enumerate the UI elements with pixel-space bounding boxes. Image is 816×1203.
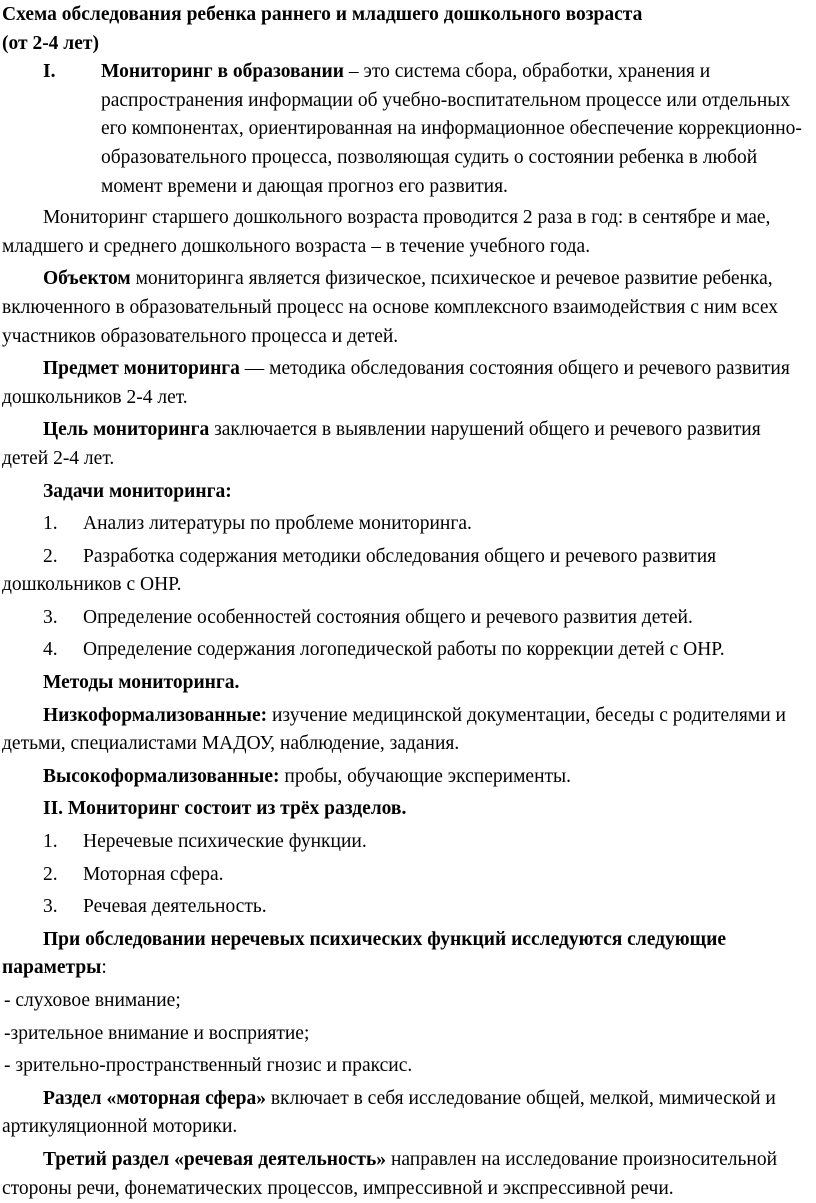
dash-item: - слуховое внимание; xyxy=(4,990,181,1011)
paragraph-speech xyxy=(2,1146,806,1203)
list-item-text: Определение особенностей состояния общего и речевого развития детей. xyxy=(83,606,693,628)
list-item xyxy=(2,543,806,600)
list-item-number: 2. xyxy=(43,863,58,885)
document-title xyxy=(2,0,806,58)
list-item-number: 2. xyxy=(43,545,58,567)
section-1-term: Мониторинг в образовании xyxy=(101,61,344,83)
paragraph-goal xyxy=(2,416,806,473)
methods-heading xyxy=(2,669,806,698)
list-item xyxy=(2,861,806,890)
high-formalized-term: Высокоформализованные: xyxy=(43,765,280,787)
section-1-definition-text: – это система сбора, обработки, хранения и распространения информации об учебно-воспитательном процессе или отдельных его компонентах, ориентированная на информационное обеспечение коррекционно-образовательного процесса, позволяющая судить о состоянии ребенка в любой момент времени и дающая прогноз его развития. xyxy=(101,61,802,197)
dash-item: -зрительное внимание и восприятие; xyxy=(4,1022,310,1044)
title-line-2: (от 2-4 лет) xyxy=(2,32,99,54)
motor-term: Раздел «моторная сфера» xyxy=(43,1087,266,1109)
list-item xyxy=(2,510,806,539)
list-item xyxy=(2,893,806,922)
list-item-text: Разработка содержания методики обследования общего и речевого развития дошкольников с ОНР. xyxy=(2,545,717,596)
nonspeech-colon: : xyxy=(101,957,107,979)
section-2-heading-text: II. Мониторинг состоит из трёх разделов. xyxy=(43,798,407,820)
list-item-number: 1. xyxy=(43,831,58,853)
goal-text: заключается в выявлении нарушений общего и речевого развития детей 2-4 лет. xyxy=(2,419,761,469)
section-1-definition xyxy=(43,58,806,201)
paragraph-motor xyxy=(2,1085,806,1142)
low-formalized-text: изучение медицинской документации, беседы с родителями и детьми, специалистами МАДОУ, наблюдение, задания. xyxy=(2,704,786,755)
list-item-text: Моторная сфера. xyxy=(83,863,224,885)
section-1-number: I. xyxy=(43,61,56,83)
list-item xyxy=(2,604,806,633)
list-item-text: Неречевые психические функции. xyxy=(83,831,367,853)
list-item-number: 4. xyxy=(43,639,58,661)
tasks-heading-text: Задачи мониторинга: xyxy=(43,480,232,502)
paragraph-nonspeech xyxy=(2,926,806,983)
tasks-heading xyxy=(2,478,806,507)
list-item xyxy=(2,636,806,665)
object-term: Объектом xyxy=(43,268,131,290)
goal-term: Цель мониторинга xyxy=(43,419,210,441)
list-item-text: Определение содержания логопедической работы по коррекции детей с ОНР. xyxy=(83,639,725,661)
low-formalized-term: Низкоформализованные: xyxy=(43,704,268,726)
list-item xyxy=(2,828,806,857)
paragraph-low-formalized xyxy=(2,702,806,759)
list-item-number: 3. xyxy=(43,606,58,628)
title-line-1: Схема обследования ребенка раннего и младшего дошкольного возраста xyxy=(2,4,643,25)
paragraph-subject xyxy=(2,355,806,412)
nonspeech-bold-text: При обследовании неречевых психических функций исследуются следующие параметры xyxy=(2,928,727,979)
list-item-number: 3. xyxy=(43,896,58,918)
high-formalized-text: пробы, обучающие эксперименты. xyxy=(279,765,572,787)
dash-item: - зрительно-пространственный гнозис и праксис. xyxy=(4,1055,413,1077)
motor-text: включает в себя исследование общей, мелкой, мимической и артикуляционной моторики. xyxy=(2,1087,776,1138)
section-1-text xyxy=(101,58,806,201)
object-text: мониторинга является физическое, психическое и речевое развитие ребенка, включенного в образовательный процесс на основе комплексного взаимодействия с ним всех участников образовательного процесса и детей. xyxy=(2,268,779,347)
paragraph-schedule: Мониторинг старшего дошкольного возраста проводится 2 раза в год: в сентябре и мае, младшего и среднего дошкольного возраста – в течение учебного года. xyxy=(2,207,771,257)
list-item-text: Речевая деятельность. xyxy=(83,896,267,918)
speech-term: Третий раздел «речевая деятельность» xyxy=(43,1148,387,1170)
methods-heading-text: Методы мониторинга. xyxy=(43,672,240,694)
subject-text: — методика обследования состояния общего и речевого развития дошкольников 2-4 лет. xyxy=(2,358,790,408)
list-item-number: 1. xyxy=(43,513,58,535)
paragraph-object xyxy=(2,265,806,351)
paragraph-high-formalized xyxy=(2,763,806,792)
speech-text: направлен на исследование произносительной стороны речи, фонематических процессов, импрессивной и экспрессивной речи. xyxy=(2,1148,778,1199)
section-2-heading xyxy=(2,795,806,824)
subject-term: Предмет мониторинга xyxy=(43,358,240,380)
list-item-text: Анализ литературы по проблеме мониторинга. xyxy=(83,513,472,535)
